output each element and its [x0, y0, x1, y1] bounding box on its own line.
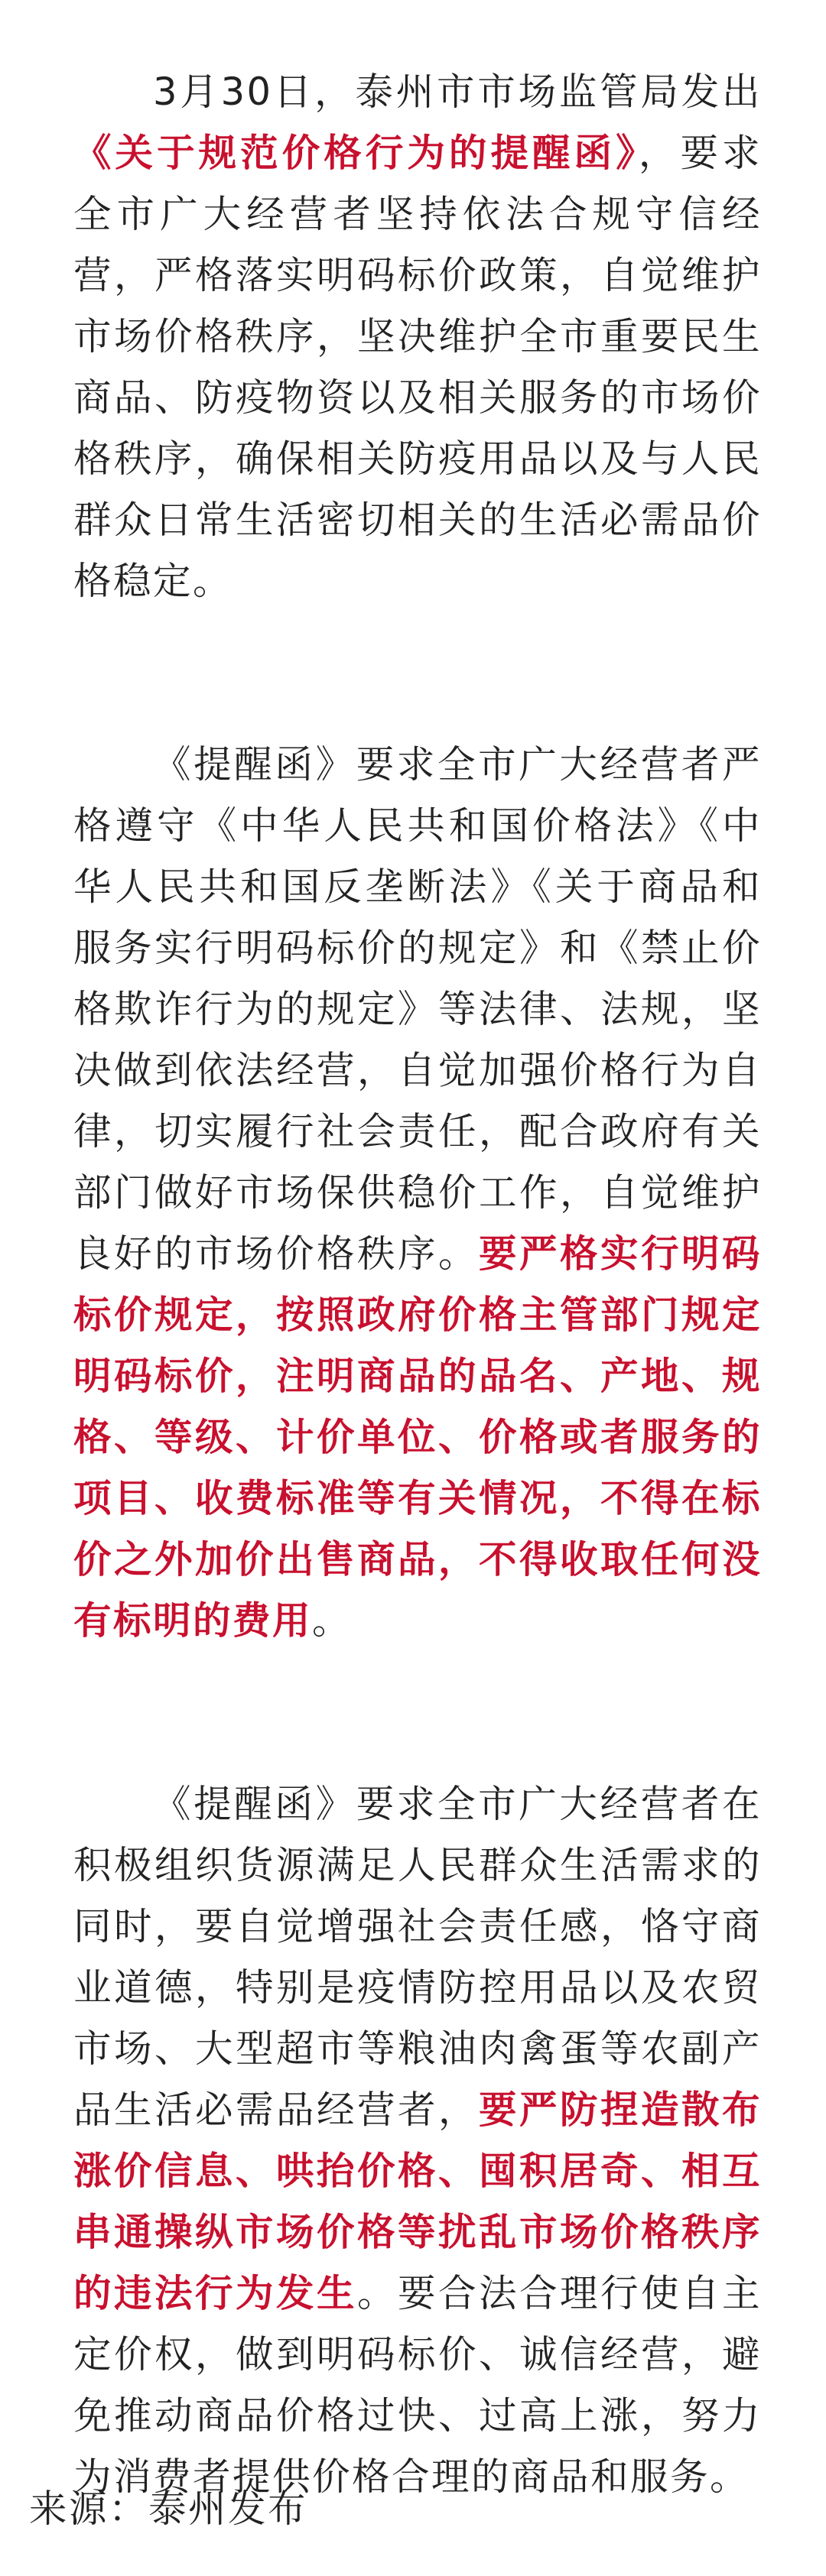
article-body — [73, 61, 762, 2507]
paragraph-2-text-a: 《提醒函》要求全市广大经营者严格遵守《中华人民共和国价格法》《中华人民共和国反垄断法》《关于商品和服务实行明码标价的规定》和《禁止价格欺诈行为的规定》等法律、法规，坚决做到依法经营，自觉加强价格行为自律，切实履行社会责任，配合政府有关部门做好市场保供稳价工作，自觉维护良好的市场价格秩序。 — [73, 742, 762, 1276]
source-credit: 来源：泰州发布 — [29, 2487, 307, 2531]
paragraph-1-highlight: 《关于规范价格行为的提醒函》 — [73, 131, 639, 175]
paragraph-1-text-b: ，要求全市广大经营者坚持依法合规守信经营，严格落实明码标价政策，自觉维护市场价格秩序，坚决维护全市重要民生商品、防疫物资以及相关服务的市场价格秩序，确保相关防疫用品以及与人民群众日常生活密切相关的生活必需品价格稳定。 — [73, 131, 762, 603]
paragraph-3-highlight: 要严防捏造散布涨价信息、哄抬价格、囤积居奇、相互串通操纵市场价格等扰乱市场价格秩序的违法行为发生 — [73, 2088, 762, 2315]
paragraph-3 — [73, 1773, 762, 2507]
paragraph-2-text-b: 。 — [312, 1598, 352, 1643]
paragraph-3-text-a: 《提醒函》要求全市广大经营者在积极组织货源满足人民群众生活需求的同时，要自觉增强社会责任感，恪守商业道德，特别是疫情防控用品以及农贸市场、大型超市等粮油肉禽蛋等农副产品生活必需品经营者， — [73, 1782, 762, 2132]
paragraph-2 — [73, 734, 762, 1651]
paragraph-1-text-a: 3月30日，泰州市市场监管局发出 — [153, 70, 762, 114]
paragraph-3-text-b: 。要合法合理行使自主定价权，做到明码标价、诚信经营，避免推动商品价格过快、过高上涨，努力为消费者提供价格合理的商品和服务。 — [73, 2271, 762, 2499]
paragraph-1 — [73, 61, 762, 612]
paragraph-2-highlight: 要严格实行明码标价规定，按照政府价格主管部门规定明码标价，注明商品的品名、产地、规格、等级、计价单位、价格或者服务的项目、收费标准等有关情况，不得在标价之外加价出售商品，不得收取任何没有标明的费用 — [73, 1231, 762, 1643]
